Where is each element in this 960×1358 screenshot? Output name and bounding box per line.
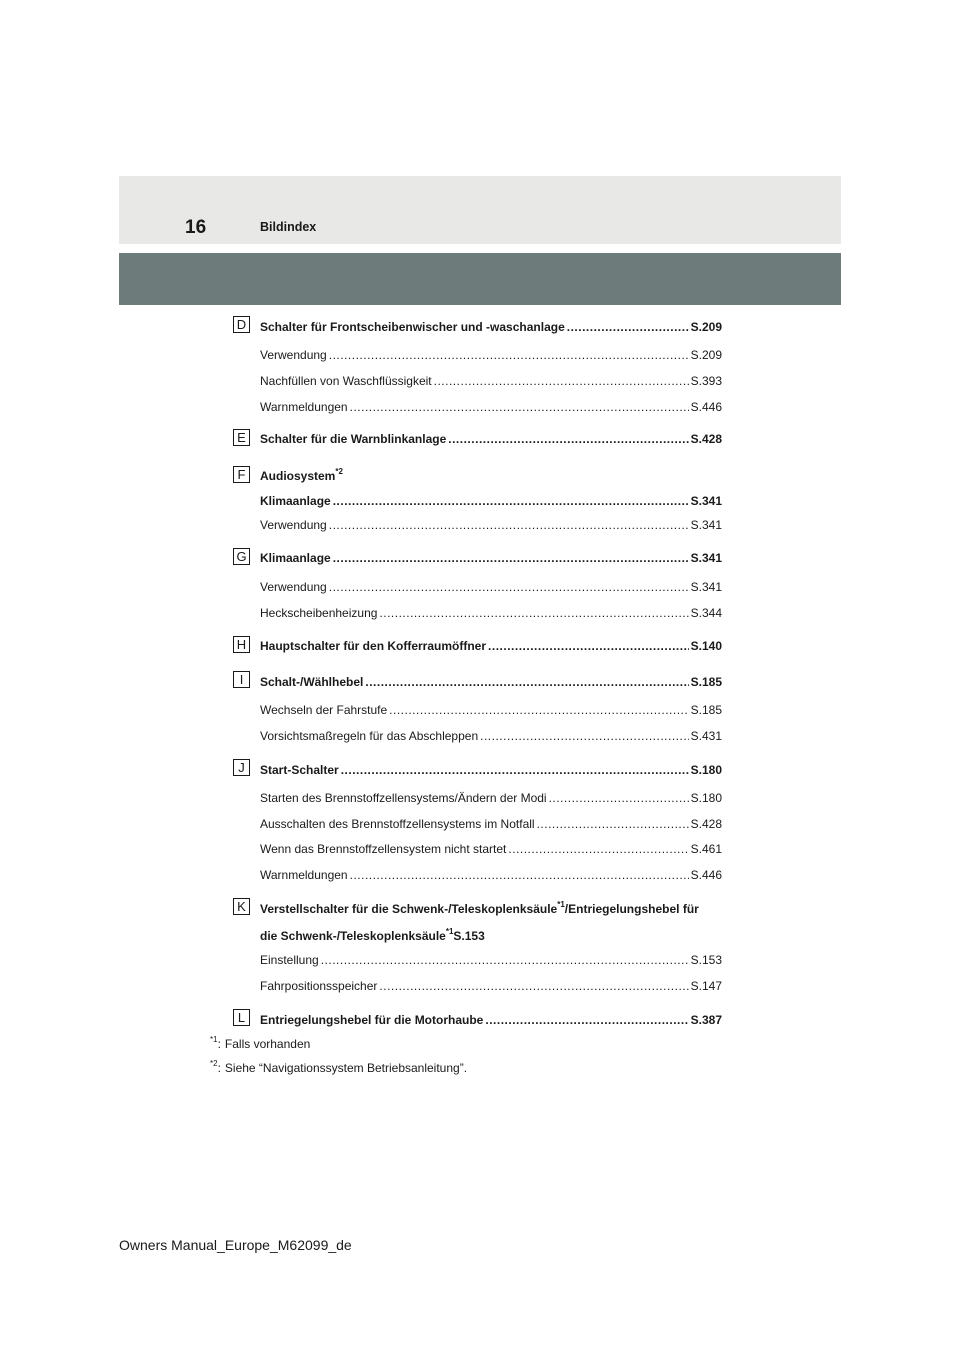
index-entry[interactable]: Klimaanlage ..... S.341 — [260, 551, 722, 565]
audio-system-label[interactable]: Audiosystem$^{*2}$ — [260, 467, 343, 483]
index-entry[interactable]: Wenn das Brennstoffzellensystem nicht startet ..... S.461 — [260, 842, 722, 856]
section-letter-h: H — [233, 636, 250, 653]
section-letter-l: L — [233, 1009, 250, 1026]
steering-switch-line2[interactable]: die Schwenk-/Teleskoplenksäule$^{*1}$S.153 — [260, 927, 485, 943]
index-entry[interactable]: Nachfüllen von Waschflüssigkeit ..... S.393 — [260, 374, 722, 388]
index-entry[interactable]: Klimaanlage ..... S.341 — [260, 494, 722, 508]
index-entry[interactable]: Wechseln der Fahrstufe ..... S.185 — [260, 703, 722, 717]
index-entry[interactable]: Schalter für Frontscheibenwischer und -waschanlage ..... S.209 — [260, 320, 722, 334]
index-entry[interactable]: Heckscheibenheizung ..... S.344 — [260, 606, 722, 620]
footnote: $^{*1}$: Falls vorhanden — [210, 1035, 311, 1051]
section-letter-j: J — [233, 759, 250, 776]
section-title: Bildindex — [260, 220, 317, 234]
index-entry[interactable]: Starten des Brennstoffzellensystems/Ändern der Modi ..... S.180 — [260, 791, 722, 805]
index-entry[interactable]: Verwendung ..... S.341 — [260, 580, 722, 594]
index-entry[interactable]: Verwendung ..... S.209 — [260, 348, 722, 362]
section-letter-g: G — [233, 548, 250, 565]
page-number: 16 — [185, 217, 207, 238]
footer-doc-id: Owners Manual_Europe_M62099_de — [119, 1237, 352, 1253]
index-entry[interactable]: Hauptschalter für den Kofferraumöffner ..... S.140 — [260, 639, 722, 653]
index-entry[interactable]: Schalter für die Warnblinkanlage ..... S.428 — [260, 432, 722, 446]
index-entry[interactable]: Start-Schalter ..... S.180 — [260, 763, 722, 777]
index-entry[interactable]: Entriegelungshebel für die Motorhaube ..... S.387 — [260, 1013, 722, 1027]
index-entry[interactable]: Vorsichtsmaßregeln für das Abschleppen ..... S.431 — [260, 729, 722, 743]
section-letter-i: I — [233, 671, 250, 688]
header-band — [119, 176, 841, 244]
index-entry[interactable]: Verwendung ..... S.341 — [260, 518, 722, 532]
index-entry[interactable]: Ausschalten des Brennstoffzellensystems im Notfall ..... S.428 — [260, 817, 722, 831]
section-letter-f: F — [233, 466, 250, 483]
footnote: $^{*2}$: Siehe “Navigationssystem Betriebsanleitung”. — [210, 1059, 468, 1075]
index-entry[interactable]: Einstellung ..... S.153 — [260, 953, 722, 967]
section-letter-k: K — [233, 898, 250, 915]
index-entry[interactable]: Schalt-/Wählhebel ..... S.185 — [260, 675, 722, 689]
section-letter-e: E — [233, 429, 250, 446]
index-entry[interactable]: Fahrpositionsspeicher ..... S.147 — [260, 979, 722, 993]
section-letter-d: D — [233, 316, 250, 333]
steering-switch-line1[interactable]: Verstellschalter für die Schwenk-/Teleskoplenksäule$^{*1}$/Entriegelungshebel für — [260, 900, 699, 916]
section-banner — [119, 253, 841, 305]
index-entry[interactable]: Warnmeldungen ..... S.446 — [260, 400, 722, 414]
index-entry[interactable]: Warnmeldungen ..... S.446 — [260, 868, 722, 882]
